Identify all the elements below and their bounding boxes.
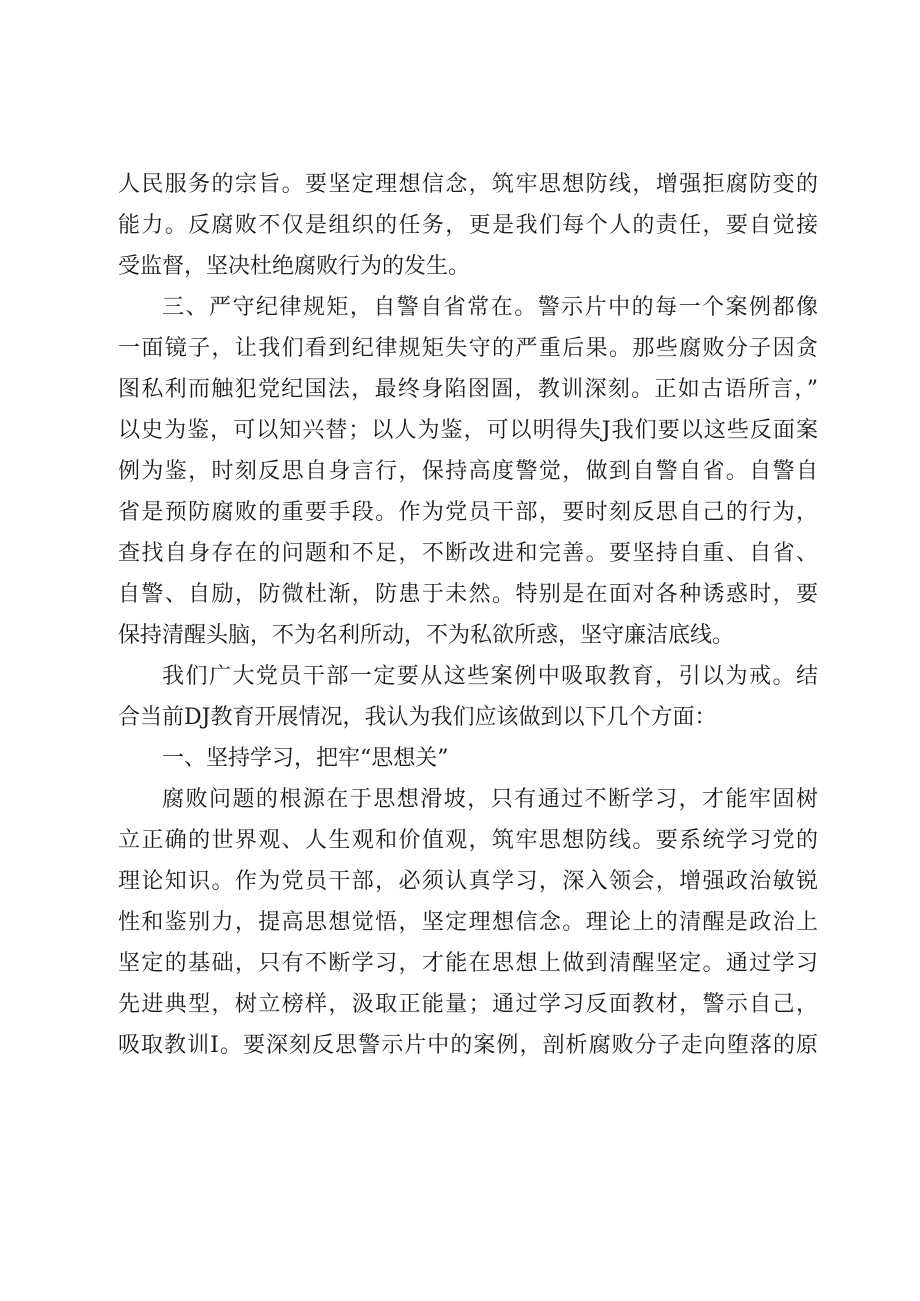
text-line: 能力。反腐败不仅是组织的任务，更是我们每个人的责任，要自觉接 [118,213,818,238]
text-line: 图私利而触犯党纪国法，最终身陷囹圄，教训深刻。正如古语所言，” [118,377,818,402]
text-line: 省是预防腐败的重要手段。作为党员干部，要时刻反思自己的行为， [118,500,818,525]
text-line: 吸取教训I。要深刻反思警示片中的案例，剖析腐败分子走向堕落的原 [118,1033,818,1058]
text-line: 以史为鉴，可以知兴替；以人为鉴，可以明得失J我们要以这些反面案 [118,418,818,443]
text-line: 合当前DJ教育开展情况，我认为我们应该做到以下几个方面： [118,705,717,730]
text-line: 我们广大党员干部一定要从这些案例中吸取教育，引以为戒。结 [162,664,818,689]
text-line: 查找自身存在的问题和不足，不断改进和完善。要坚持自重、自省、 [118,541,818,566]
text-line: 一面镜子，让我们看到纪律规矩失守的严重后果。那些腐败分子因贪 [118,336,818,361]
text-line: 自警、自励，防微杜渐，防患于未然。特别是在面对各种诱惑时，要 [118,582,818,607]
text-line: 立正确的世界观、人生观和价值观，筑牢思想防线。要系统学习党的 [118,828,818,853]
text-line: 先进典型，树立榜样，汲取正能量；通过学习反面教材，警示自己， [118,992,818,1017]
text-line: 一、坚持学习，把牢“思想关” [162,746,449,771]
text-line: 受监督，坚决杜绝腐败行为的发生。 [118,254,471,279]
text-line: 例为鉴，时刻反思自身言行，保持高度警觉，做到自警自省。自警自 [118,459,818,484]
text-line: 保持清醒头脑，不为名利所动，不为私欲所惑，坚守廉洁底线。 [118,623,735,648]
text-line: 人民服务的宗旨。要坚定理想信念，筑牢思想防线，增强拒腐防变的 [118,172,818,197]
text-line: 理论知识。作为党员干部，必须认真学习，深入领会，增强政治敏锐 [118,869,818,894]
text-line: 性和鉴别力，提高思想觉悟，坚定理想信念。理论上的清醒是政治上 [118,910,818,935]
text-line: 腐败问题的根源在于思想滑坡，只有通过不断学习，才能牢固树 [162,787,818,812]
text-line: 三、严守纪律规矩，自警自省常在。警示片中的每一个案例都像 [162,295,818,320]
text-line: 坚定的基础，只有不断学习，才能在思想上做到清醒坚定。通过学习 [118,951,818,976]
document-body [118,164,818,1066]
